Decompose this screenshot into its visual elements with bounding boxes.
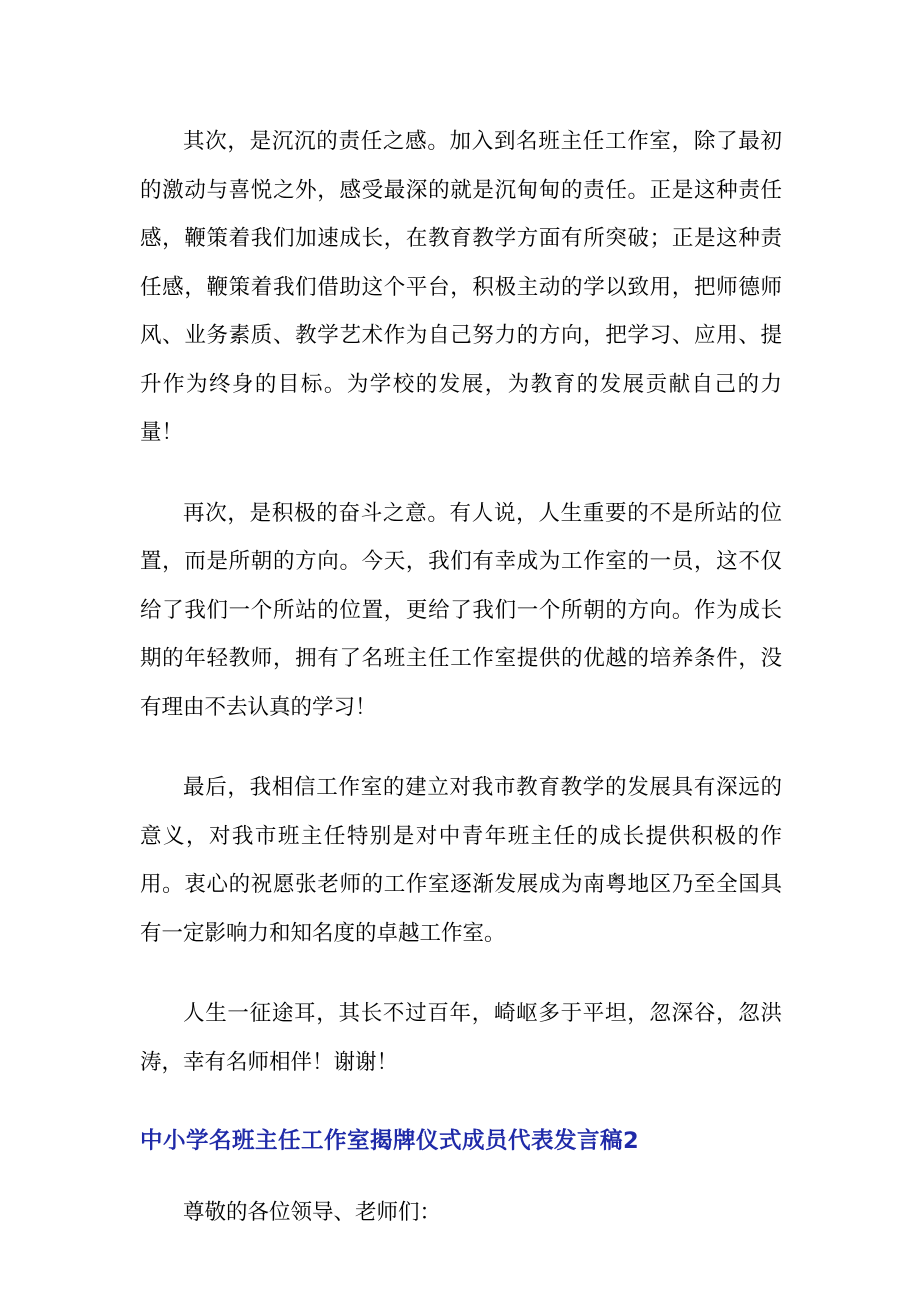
paragraph-responsibility: 其次，是沉沉的责任之感。加入到名班主任工作室，除了最初的激动与喜悦之外，感受最深的就是沉甸甸的责任。正是这种责任感，鞭策着我们加速成长，在教育教学方面有所突破；正是这种责任感，鞭策着我们借助这个平台，积极主动的学以致用，把师德师风、业务素质、教学艺术作为自己努力的方向，把学习、应用、提升作为终身的目标。为学校的发展，为教育的发展贡献自己的力量！ bbox=[140, 129, 782, 445]
paragraph-closing: 人生一征途耳，其长不过百年，崎岖多于平坦，忽深谷，忽洪涛，幸有名师相伴！谢谢！ bbox=[140, 1001, 782, 1075]
salutation: 尊敬的各位领导、老师们： bbox=[183, 1200, 442, 1225]
paragraph-conclusion: 最后，我相信工作室的建立对我市教育教学的发展具有深远的意义，对我市班主任特别是对中青年班主任的成长提供积极的作用。衷心的祝愿张老师的工作室逐渐发展成为南粤地区乃至全国具有一定影响力和知名度的卓越工作室。 bbox=[140, 775, 782, 946]
section-heading: 中小学名班主任工作室揭牌仪式成员代表发言稿2 bbox=[140, 1128, 640, 1154]
document-page bbox=[140, 118, 782, 1238]
paragraph-striving: 再次，是积极的奋斗之意。有人说，人生重要的不是所站的位置，而是所朝的方向。今天，我们有幸成为工作室的一员，这不仅给了我们一个所站的位置，更给了我们一个所朝的方向。作为成长期的年轻教师，拥有了名班主任工作室提供的优越的培养条件，没有理由不去认真的学习！ bbox=[140, 500, 782, 720]
